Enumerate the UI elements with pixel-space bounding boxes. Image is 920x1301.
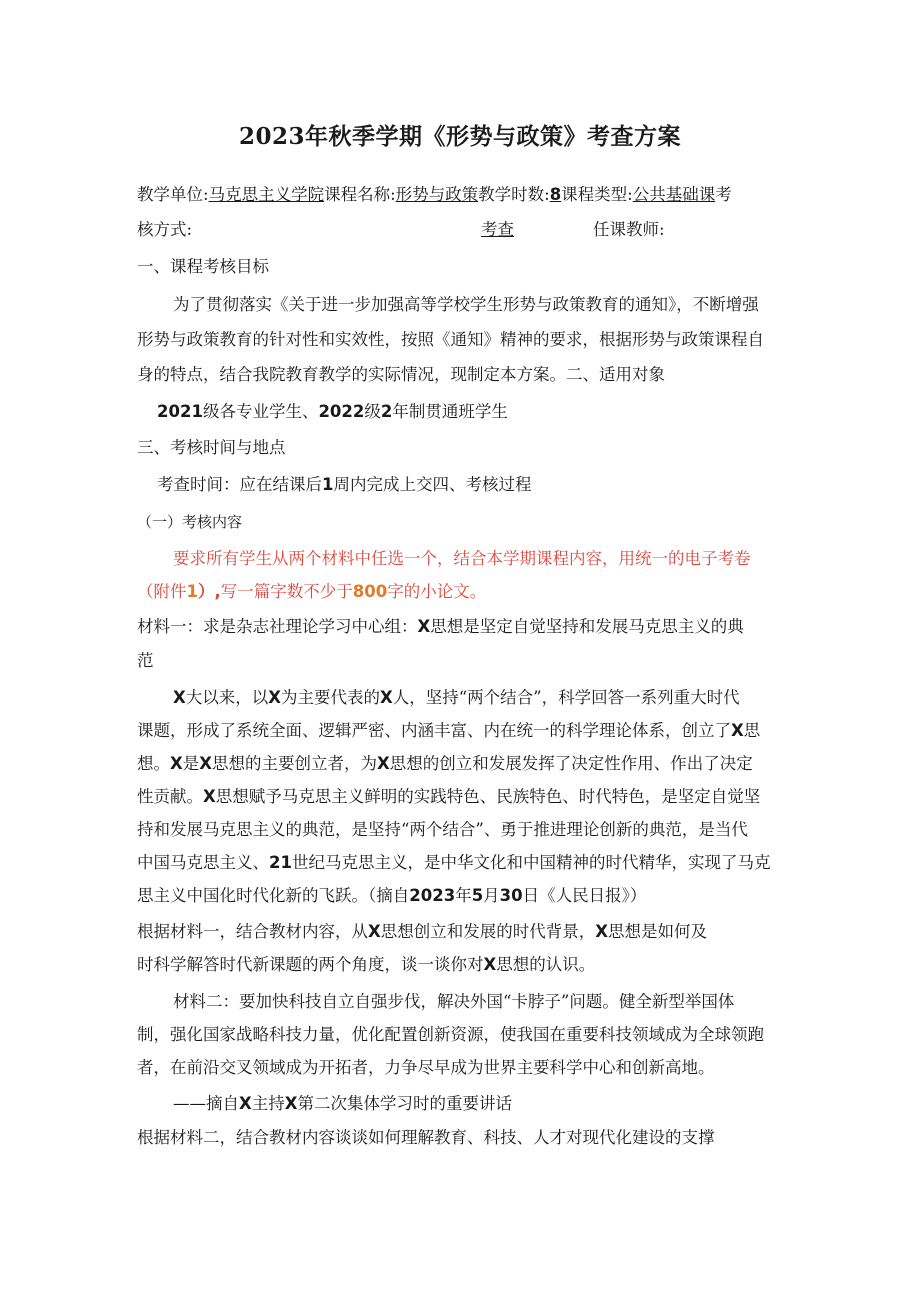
material-one-line: X大以来，以X为主要代表的X人，坚持“两个结合”，科学回答一系列重大时代 xyxy=(173,688,740,707)
material-one-line: 性贡献。X思想赋予马克思主义鲜明的实践特色、民族特色、时代特色，是坚定自觉坚 xyxy=(137,787,761,806)
unit-value: 马克思主义学院 xyxy=(208,185,325,204)
section-heading-objective: 一、课程考核目标 xyxy=(137,257,269,276)
material-two-line: 制，强化国家战略科技力量，优化配置创新资源，使我国在重要科技领域成为全球领跑 xyxy=(137,1025,764,1044)
question-one-line: 时科学解答时代新课题的两个角度，谈一谈你对X思想的认识。 xyxy=(137,955,596,974)
material-two-line: 者，在前沿交叉领域成为开拓者，力争尽早成为世界主要科学中心和创新高地。 xyxy=(137,1058,715,1077)
hours-label: 教学时数: xyxy=(478,185,550,204)
paragraph-line: 身的特点，结合我院教育教学的实际情况，现制定本方案。二、适用对象 xyxy=(137,365,665,384)
material-one-line: 持和发展马克思主义的典范，是坚持“两个结合”、勇于推进理论创新的典范，是当代 xyxy=(137,820,748,839)
course-label: 课程名称: xyxy=(324,185,396,204)
material-two-source: ——摘自X主持X第二次集体学习时的重要讲话 xyxy=(173,1094,512,1113)
exam-time-line: 考查时间：应在结课后1周内完成上交四、考核过程 xyxy=(157,475,532,494)
material-one-title-cont: 范 xyxy=(137,651,154,670)
material-one-title: 材料一：求是杂志社理论学习中心组：X思想是坚定自觉坚持和发展马克思主义的典 xyxy=(137,617,744,636)
type-label: 课程类型: xyxy=(561,185,633,204)
teacher-label: 任课教师: xyxy=(593,220,665,239)
question-one-line: 根据材料一，结合教材内容，从X思想创立和发展的时代背景，X思想是如何及 xyxy=(137,922,707,941)
document-title: 2023年秋季学期《形势与政策》考查方案 xyxy=(238,123,681,150)
method-value: 考查 xyxy=(481,220,514,239)
method-label-start: 考 xyxy=(715,185,732,204)
material-one-line: 课题，形成了系统全面、逻辑严密、内涵丰富、内在统一的科学理论体系，创立了X思 xyxy=(137,721,761,740)
hours-value: 8 xyxy=(549,185,562,204)
material-one-line: 中国马克思主义、21世纪马克思主义，是中华文化和中国精神的时代精华，实现了马克 xyxy=(137,853,771,872)
subsection-heading-content: （一）考核内容 xyxy=(137,513,243,531)
material-one-line: 想。X是X思想的主要创立者，为X思想的创立和发展发挥了决定性作用、作出了决定 xyxy=(137,754,753,773)
material-one-line: 思主义中国化时代化新的飞跃。（摘自2023年5月30日《人民日报》） xyxy=(137,886,647,905)
type-value: 公共基础课 xyxy=(632,185,716,204)
course-value: 形势与政策 xyxy=(395,185,479,204)
requirement-line: 要求所有学生从两个材料中任选一个，结合本学期课程内容，用统一的电子考卷 xyxy=(173,549,751,568)
section-heading-time: 三、考核时间与地点 xyxy=(137,438,286,457)
paragraph-line: 为了贯彻落实《关于进一步加强高等学校学生形势与政策教育的通知》，不断增强 xyxy=(173,295,759,314)
material-two-line: 材料二：要加快科技自立自强步伐，解决外国“卡脖子”问题。健全新型举国体 xyxy=(173,992,735,1011)
requirement-line: （附件1）,写一篇字数不少于800字的小论文。 xyxy=(137,582,487,601)
method-label: 核方式: xyxy=(137,220,193,239)
target-students-line: 2021级各专业学生、2022级2年制贯通班学生 xyxy=(157,402,508,421)
paragraph-line: 形势与政策教育的针对性和实效性，按照《通知》精神的要求，根据形势与政策课程自 xyxy=(137,330,764,349)
unit-label: 教学单位: xyxy=(137,185,209,204)
question-two-line: 根据材料二，结合教材内容谈谈如何理解教育、科技、人才对现代化建设的支撑 xyxy=(137,1128,715,1147)
course-info-line xyxy=(137,181,732,205)
